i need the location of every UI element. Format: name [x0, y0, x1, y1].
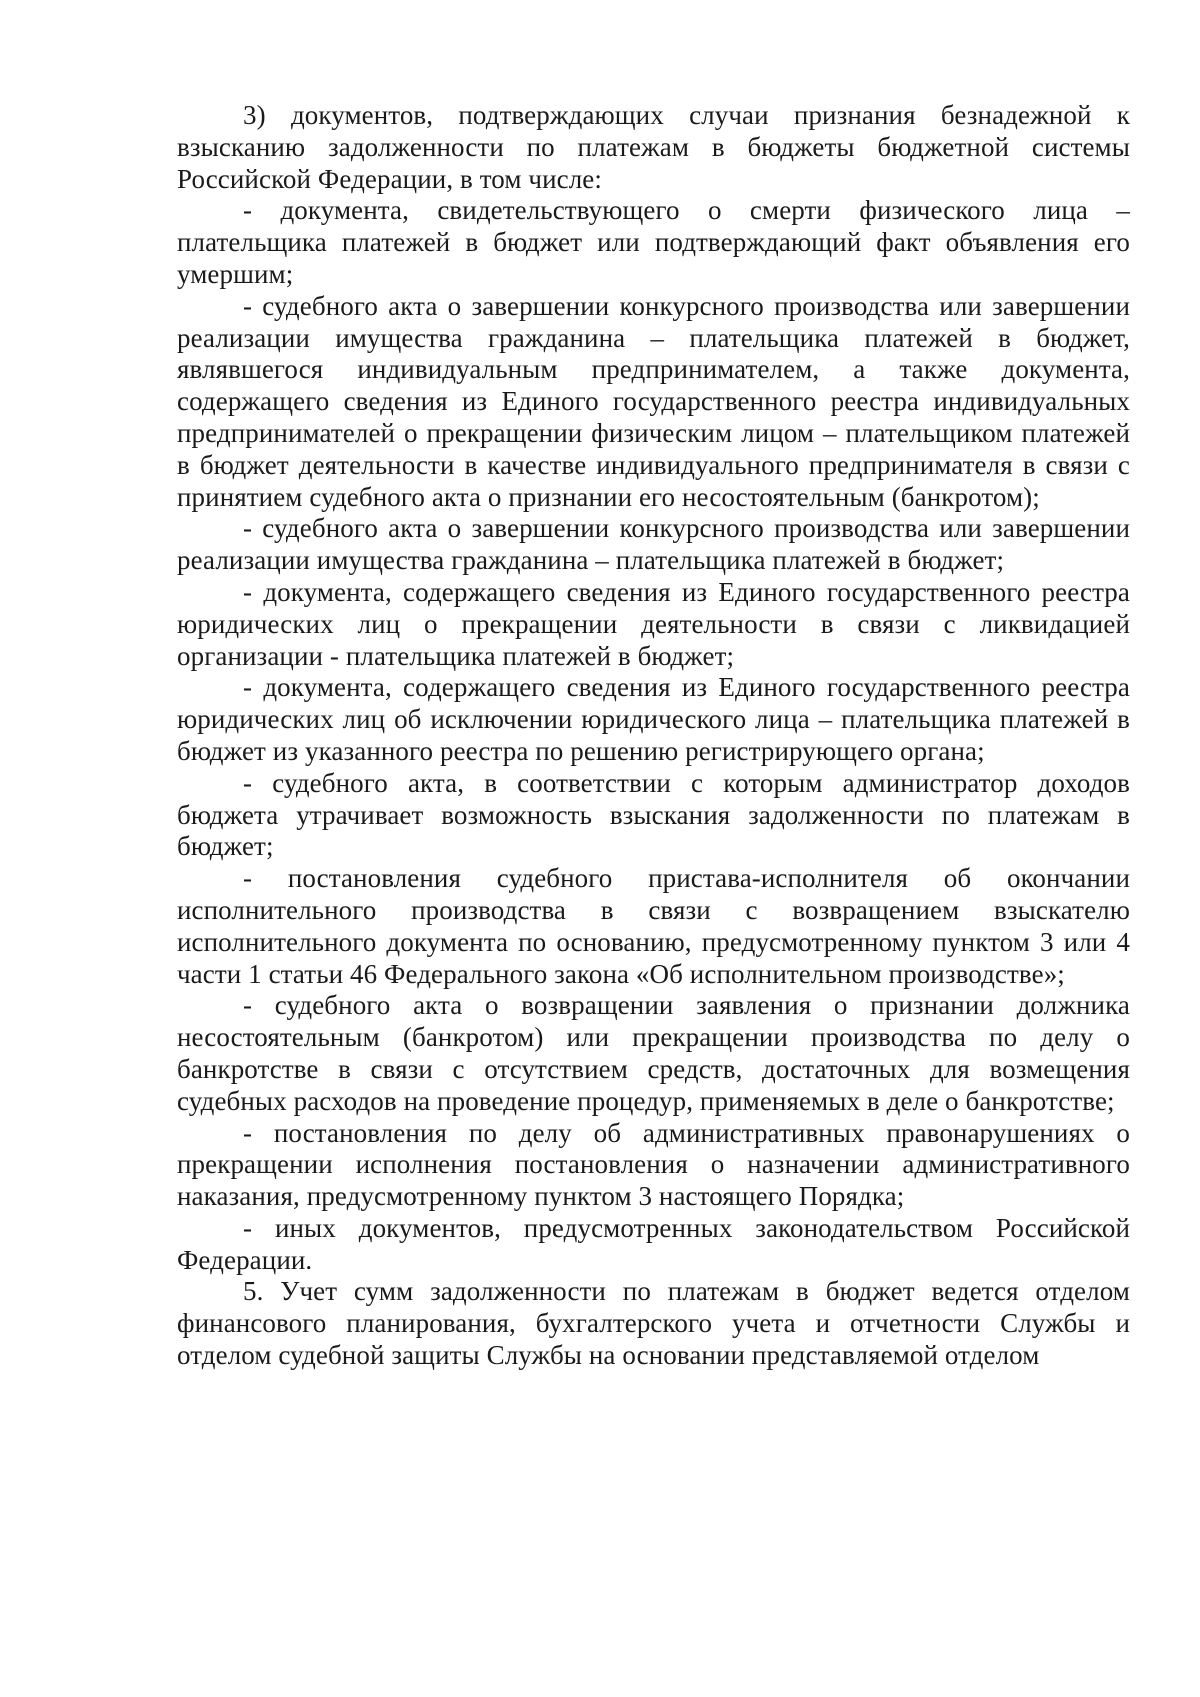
paragraph-bankruptcy-entrepreneur: - судебного акта о завершении конкурсного производства или завершении реализации имущества гражданина – плательщика платежей в бюджет, являвшегося индивидуальным предпринимателем, а также документа, содержащего сведения из Единого государственного реестра индивидуальных предпринимателей о прекращении физическим лицом – плательщиком платежей в бюджет деятельности в качестве индивидуального предпринимателя в связи с принятием судебного акта о признании его несостоятельным (банкротом);	[177, 290, 1130, 512]
paragraph-bankruptcy-citizen: - судебного акта о завершении конкурсного производства или завершении реализации имущества гражданина – плательщика платежей в бюджет;	[177, 513, 1130, 576]
paragraph-liquidation: - документа, содержащего сведения из Единого государственного реестра юридических лиц о прекращении деятельности в связи с ликвидацией организации - плательщика платежей в бюджет;	[177, 576, 1130, 671]
paragraph-item-3-documents: 3) документов, подтверждающих случаи признания безнадежной к взысканию задолженности по платежам в бюджеты бюджетной системы Российской Федерации, в том числе:	[177, 100, 1130, 194]
paragraph-exclusion-from-register: - документа, содержащего сведения из Единого государственного реестра юридических лиц об исключении юридического лица – плательщика платежей в бюджет из указанного реестра по решению регистрирующего органа;	[177, 672, 1130, 766]
paragraph-section-5: 5. Учет сумм задолженности по платежам в бюджет ведется отделом финансового планирования, бухгалтерского учета и отчетности Службы и отделом судебной защиты Службы на основании представляемой отделом	[177, 1276, 1130, 1371]
paragraph-death-document: - документа, свидетельствующего о смерти физического лица – плательщика платежей в бюджет или подтверждающий факт объявления его умершим;	[177, 195, 1130, 289]
paragraph-other-documents: - иных документов, предусмотренных законодательством Российской Федерации.	[177, 1212, 1130, 1275]
paragraph-administrative-offence: - постановления по делу об административных правонарушениях о прекращении исполнения постановления о назначении административного наказания, предусмотренному пунктом 3 настоящего Порядка;	[177, 1117, 1130, 1212]
paragraph-bailiff-resolution: - постановления судебного пристава-исполнителя об окончании исполнительного производства в связи с возвращением взыскателю исполнительного документа по основанию, предусмотренному пунктом 3 или 4 части 1 статьи 46 Федерального закона «Об исполнительном производстве»;	[177, 863, 1130, 989]
document-body	[177, 100, 1130, 1372]
paragraph-bankruptcy-return: - судебного акта о возвращении заявления о признании должника несостоятельным (банкротом) или прекращении производства по делу о банкротстве в связи с отсутствием средств, достаточных для возмещения судебных расходов на проведение процедур, применяемых в деле о банкротстве;	[177, 990, 1130, 1116]
paragraph-court-act: - судебного акта, в соответствии с которым администратор доходов бюджета утрачивает возможность взыскания задолженности по платежам в бюджет;	[177, 767, 1130, 862]
